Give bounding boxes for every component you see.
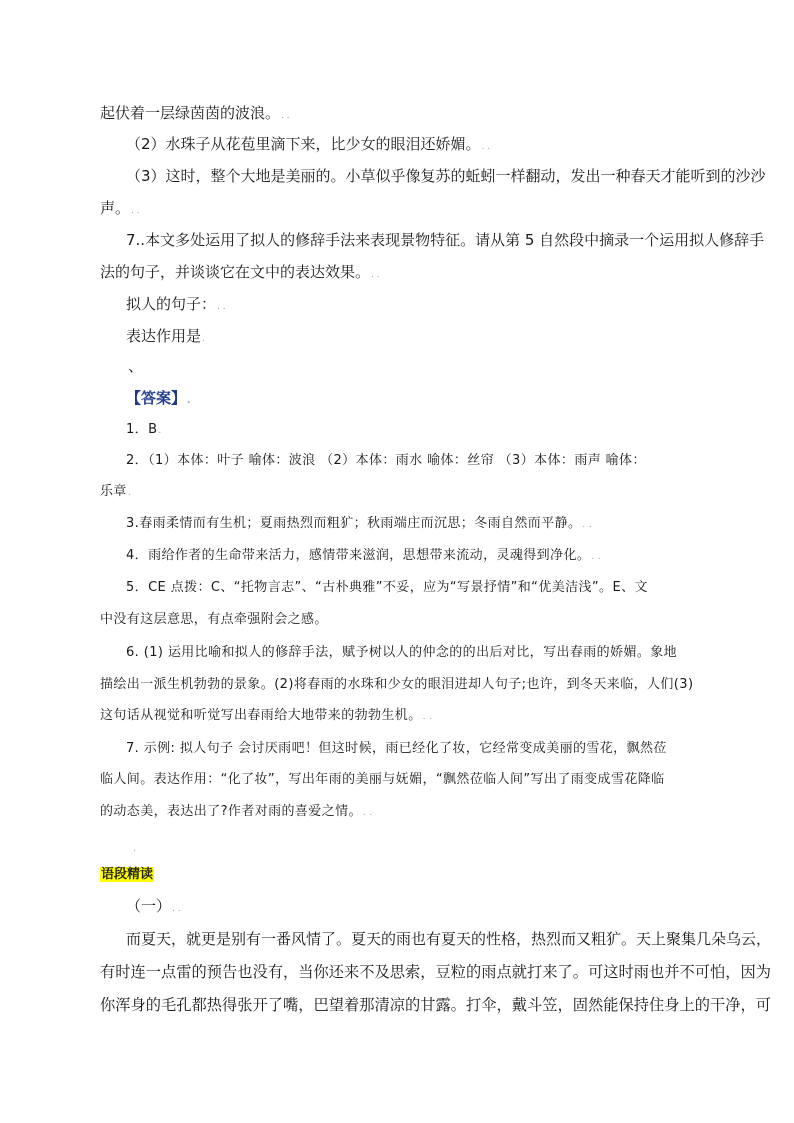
text-line: 起伏着一层绿茵茵的波浪。. .: [100, 104, 290, 122]
answer-line: 的动态美，表达出了?作者对雨的喜爱之情。. .: [100, 804, 373, 819]
answer-line: 乐章.: [100, 484, 132, 499]
text-line: （3）这时，整个大地是美丽的。小草似乎像复苏的蚯蚓一样翻动，发出一种春天才能听到的沙沙: [126, 167, 766, 185]
answer-line: 5．CE 点拨：C、“托物言志”、“古朴典雅”不妥，应为“写景抒情”和“优美洁浅”。E、文: [126, 580, 648, 595]
passage-line: 你浑身的毛孔都热得张开了嘴，巴望着那清凉的甘露。打伞，戴斗笠，固然能保持住身上的干净，可: [100, 996, 771, 1014]
answer-line: 4．雨给作者的生命带来活力，感情带来滋润，思想带来流动，灵魂得到净化。. .: [126, 548, 602, 563]
answer-label: 【答案】.: [126, 389, 191, 407]
question-7: 7..本文多处运用了拟人的修辞手法来表现景物特征。请从第 5 自然段中摘录一个运用拟人修辞手: [126, 231, 765, 249]
stray-mark: .: [133, 844, 136, 854]
text-line: （2）水珠子从花苞里滴下来，比少女的眼泪还娇媚。. .: [126, 135, 491, 153]
section-subtitle: （一）. .: [126, 897, 181, 915]
text-line: 声。. .: [100, 199, 140, 217]
text-line: 表达作用是.: [126, 327, 205, 345]
answer-line: 7. 示例: 拟人句子 会讨厌雨吧！但这时候，雨已经化了妆，它经常变成美丽的雪花，飘然莅: [126, 741, 667, 756]
answer-line: 2．（1）本体：叶子 喻体：波浪 （2）本体：雨水 喻体：丝帘 （3）本体：雨声 喻体：: [126, 453, 646, 468]
text-line: 法的句子，并谈谈它在文中的表达效果。. .: [100, 263, 380, 281]
answer-line: 1．B.: [126, 422, 162, 437]
answer-line: 这句话从视觉和听觉写出春雨给大地带来的勃勃生机。. .: [100, 708, 433, 723]
answer-line: 临人间。表达作用：“化了妆”，写出年雨的美丽与妩媚，“飘然莅临人间”写出了雨变成雪花降临: [100, 772, 665, 787]
text-line: 、: [128, 357, 144, 375]
answer-line: 3.春雨柔情而有生机；夏雨热烈而粗犷；秋雨端庄而沉思；冬雨自然而平静。. .: [126, 516, 593, 531]
passage-line: 而夏天，就更是别有一番风情了。夏天的雨也有夏天的性格，热烈而又粗犷。天上聚集几朵乌云，: [126, 930, 772, 948]
passage-line: 有时连一点雷的预告也没有，当你还来不及思索，豆粒的雨点就打来了。可这时雨也并不可怕，因为: [100, 963, 771, 981]
answer-line: 描绘出一派生机勃勃的景象。(2)将春雨的水珠和少女的眼泪进却人句子;也许，到冬天来临，人们(3): [100, 677, 694, 692]
answer-line: 6. (1) 运用比喻和拟人的修辞手法，赋予树以人的仲念的的出后对比，写出春雨的娇媚。象地: [126, 645, 678, 660]
text-line: 拟人的句子：. .: [126, 295, 226, 313]
section-title: 语段精读: [101, 867, 154, 882]
answer-line: 中没有这层意思，有点牵强附会之感。: [100, 612, 328, 627]
